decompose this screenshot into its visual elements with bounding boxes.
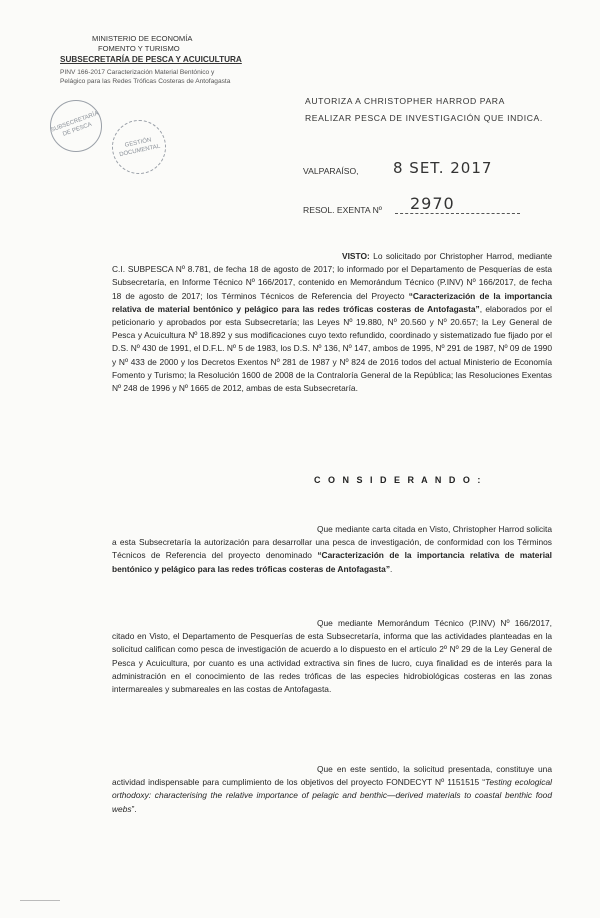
title-line-2: REALIZAR PESCA DE INVESTIGACIÓN QUE INDICA. (305, 113, 543, 123)
resolution-title (305, 95, 555, 125)
visto-text-a: Lo solicitado por Christopher Harrod, mediante C.I. SUBPESCA Nº 8.781, de fecha 18 de agosto de 2017; lo informado por el Departamento de Pesquerías de esta Subsecretaría, en Informe Técnico Nº 166/2017, contenido en Memorándum Técnico (P.INV) Nº 166/2017, de fecha 18 de agosto de 2017; los Términos Técnicos de Referencia del Proyecto (112, 251, 553, 301)
resol-number-line (395, 213, 520, 214)
considerando-p1-end: . (390, 563, 393, 574)
considerando-heading: C O N S I D E R A N D O : (314, 475, 483, 485)
reference-line-2: Pelágico para las Redes Tróficas Costeras de Antofagasta (60, 78, 231, 85)
considerando-p3-italic: Testing ecological orthodoxy: characterising the relative importance of pelagic and benthic—derived materials to coastal benthic food webs (112, 777, 552, 814)
header-block (60, 34, 280, 86)
ministry-subname: FOMENTO Y TURISMO (98, 44, 180, 53)
seal-stamp-center-text: GESTIÓN DOCUMENTAL (118, 137, 161, 159)
considerando-p2-text: Que mediante Memorándum Técnico (P.INV) Nº 166/2017, citado en Visto, el Departamento de Pesquerías de esta Subsecretaría, informa que las actividades planteadas en la solicitud califican como pesca de investigación de acuerdo a lo dispuesto en el artículo 2º Nº 29 de la Ley General de Pesca y Acuicultura, por cuanto es una actividad extractiva sin fines de lucro, cuya finalidad es de interés para la administración en el conocimiento de las redes tróficas de las especies hidrobiológicas costeras en las zonas intermareales y submareales en las costas de Antofagasta. (112, 618, 552, 695)
place-label: VALPARAÍSO, (303, 166, 359, 176)
considerando-paragraph-1 (112, 523, 552, 576)
reference-line-1: PINV 166-2017 Caracterización Material Bentónico y (60, 69, 215, 76)
subsecretaria-name: SUBSECRETARÍA DE PESCA Y ACUICULTURA (60, 55, 242, 64)
title-line-1: AUTORIZA A CHRISTOPHER HARROD PARA (305, 96, 505, 106)
considerando-p3-end: ”. (131, 803, 137, 814)
considerando-p1-project: “Caracterización de la importancia relativa de material bentónico y pelágico para las redes tróficas costeras de Antofagasta” (112, 550, 553, 574)
considerando-paragraph-3 (112, 763, 552, 816)
resol-number: 2970 (410, 194, 455, 213)
visto-project-title: “Caracterización de la importancia relativa de material bentónico y pelágico para las redes tróficas costeras de Antofagasta” (112, 290, 552, 314)
seal-stamp-left (50, 100, 102, 152)
seal-stamp-left-text: SUBSECRETARÍA DE PESCA (50, 110, 100, 138)
visto-text-b: , elaborados por el peticionario y aprobados por esta Subsecretaría; las Leyes Nº 19.880, Nº 20.560 y Nº 20.657; la Ley General de Pesca y Acuicultura Nº 18.892 y sus modificaciones cuyo texto refundido, coordinado y sistematizado fue fijado por el D.S. Nº 430 de 1991, el D.F.L. Nº 5 de 1983, los D.S. Nº 136, Nº 147, ambos de 1995, Nº 291 de 1987, Nº 09 de 1990 y Nº 433 de 2000 y los Decretos Exentos Nº 281 de 1987 y Nº 824 de 2016 todos del actual Ministerio de Economía Fomento y Turismo; la Resolución 1600 de 2008 de la Contraloría General de la República; las Resoluciones Exentas Nº 248 de 1996 y Nº 1665 de 2012, ambas de esta Subsecretaría. (112, 303, 553, 394)
seal-stamp-center (112, 120, 166, 174)
visto-label: VISTO: (342, 251, 370, 261)
bottom-scan-mark (20, 900, 60, 901)
visto-paragraph (112, 250, 552, 395)
resol-label: RESOL. EXENTA Nº (303, 205, 382, 215)
considerando-paragraph-2 (112, 617, 552, 696)
resolution-date: 8 SET. 2017 (393, 159, 493, 177)
ministry-name: MINISTERIO DE ECONOMÍA (92, 34, 193, 43)
considerando-p3-text: Que en este sentido, la solicitud presentada, constituye una actividad indispensable para cumplimiento de los objetivos del proyecto FONDECYT Nº 1151515 “ (112, 764, 552, 788)
considerando-p1-text: Que mediante carta citada en Visto, Christopher Harrod solicita a esta Subsecretaría la autorización para desarrollar una pesca de investigación, de conformidad con los Términos Técnicos de Referencia del proyecto denominado (112, 524, 552, 561)
